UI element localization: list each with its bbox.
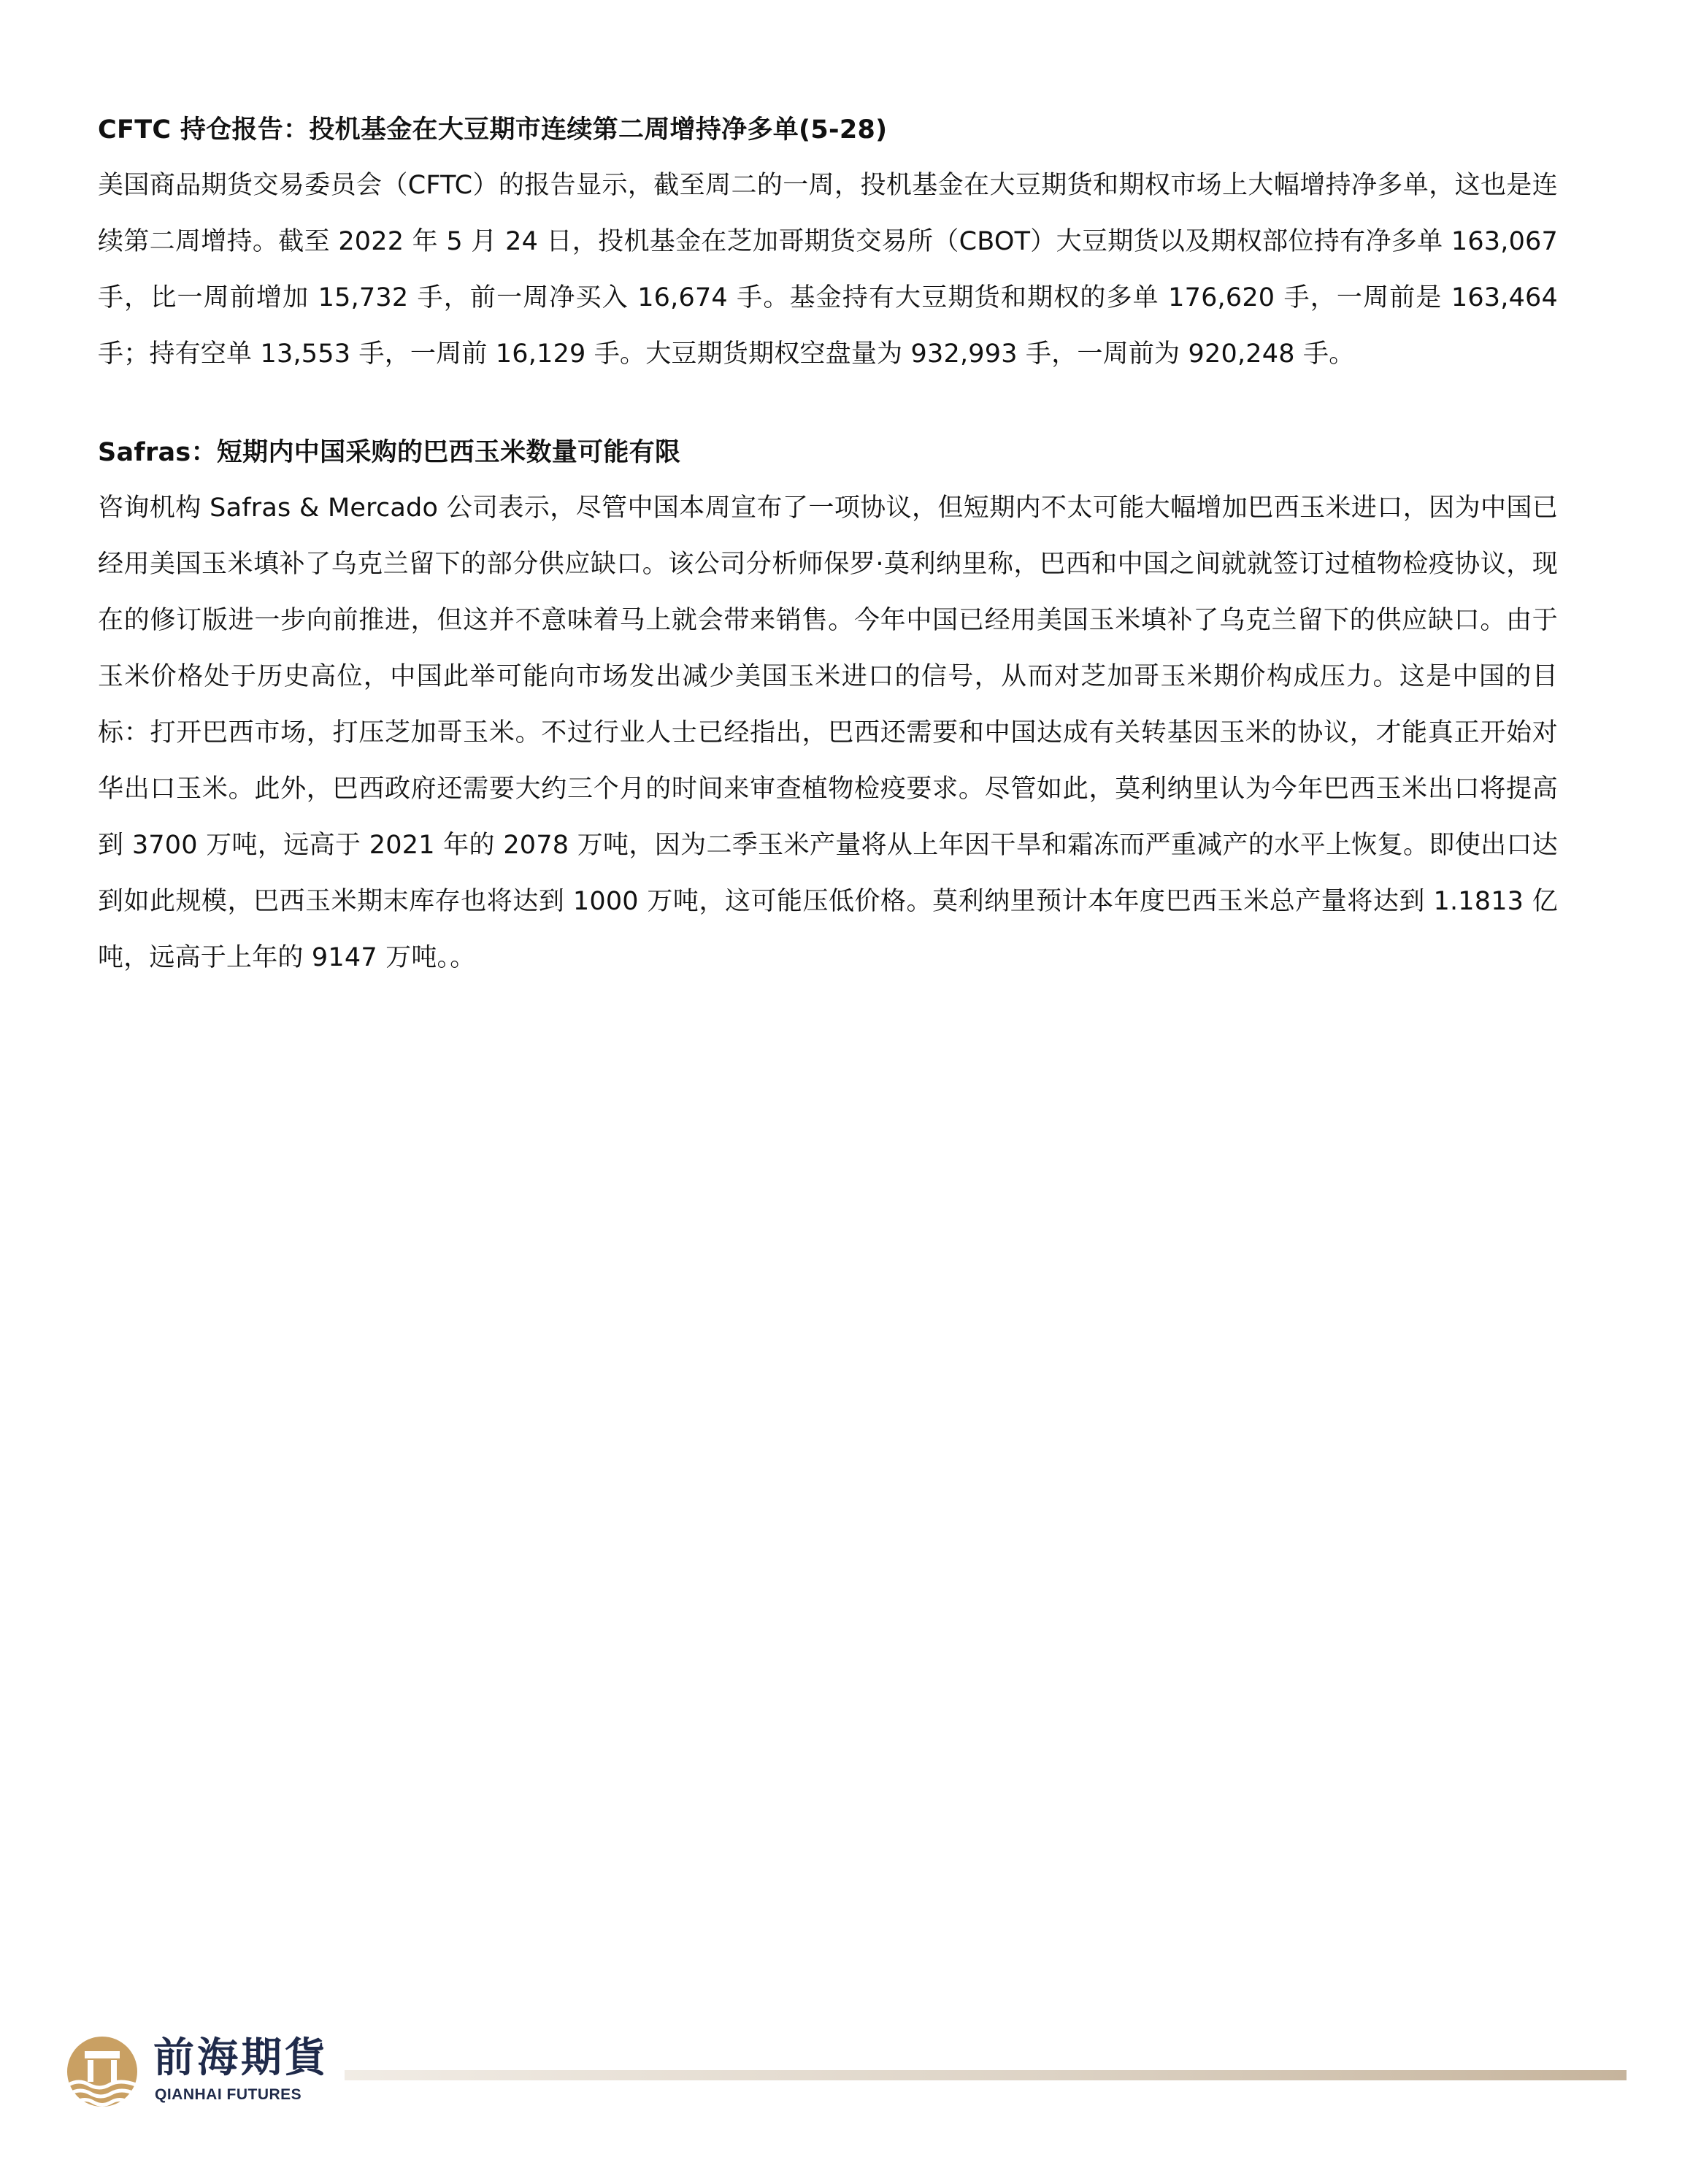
section-title: CFTC 持仓报告：投机基金在大豆期市连续第二周增持净多单(5-28) bbox=[98, 115, 888, 145]
news-section-safras bbox=[98, 425, 1558, 986]
section-body: 咨询机构 Safras & Mercado 公司表示，尽管中国本周宣布了一项协议，但短期内不太可能大幅增加巴西玉米进口，因为中国已经用美国玉米填补了乌克兰留下的部分供应缺口。该公司分析师保罗·莫利纳里称，巴西和中国之间就就签订过植物检疫协议，现在的修订版进一步向前推进，但这并不意味着马上就会带来销售。今年中国已经用美国玉米填补了乌克兰留下的供应缺口。由于玉米价格处于历史高位，中国此举可能向市场发出减少美国玉米进口的信号，从而对芝加哥玉米期价构成压力。这是中国的目标：打开巴西市场，打压芝加哥玉米。不过行业人士已经指出，巴西还需要和中国达成有关转基因玉米的协议，才能真正开始对华出口玉米。此外，巴西政府还需要大约三个月的时间来审查植物检疫要求。尽管如此，莫利纳里认为今年巴西玉米出口将提高到 3700 万吨，远高于 2021 年的 2078 万吨，因为二季玉米产量将从上年因干旱和霜冻而严重减产的水平上恢复。即使出口达到如此规模，巴西玉米期末库存也将达到 1000 万吨，这可能压低价格。莫利纳里预计本年度巴西玉米总产量将达到 1.1813 亿吨，远高于上年的 9147 万吨。。 bbox=[98, 493, 1558, 972]
brand-name-cn: 前海期貨 bbox=[153, 2034, 329, 2082]
section-title: Safras：短期内中国采购的巴西玉米数量可能有限 bbox=[98, 438, 681, 467]
brand-name-en: QIANHAI FUTURES bbox=[155, 2086, 302, 2103]
section-body: 美国商品期货交易委员会（CFTC）的报告显示，截至周二的一周，投机基金在大豆期货和期权市场上大幅增持净多单，这也是连续第二周增持。截至 2022 年 5 月 24 日，投机基金在芝加哥期货交易所（CBOT）大豆期货以及期权部位持有净多单 163,067 手，比一周前增加 15,732 手，前一周净买入 16,674 手。基金持有大豆期货和期权的多单 176,620 手，一周前是 163,464 手；持有空单 13,553 手，一周前 16,129 手。大豆期货期权空盘量为 932,993 手，一周前为 920,248 手。 bbox=[98, 171, 1558, 369]
news-section-cftc bbox=[98, 102, 1558, 382]
page-footer bbox=[64, 2029, 1583, 2117]
footer-divider bbox=[345, 2070, 1627, 2080]
qianhai-logo-icon bbox=[64, 2035, 140, 2111]
document-content bbox=[98, 102, 1558, 1028]
